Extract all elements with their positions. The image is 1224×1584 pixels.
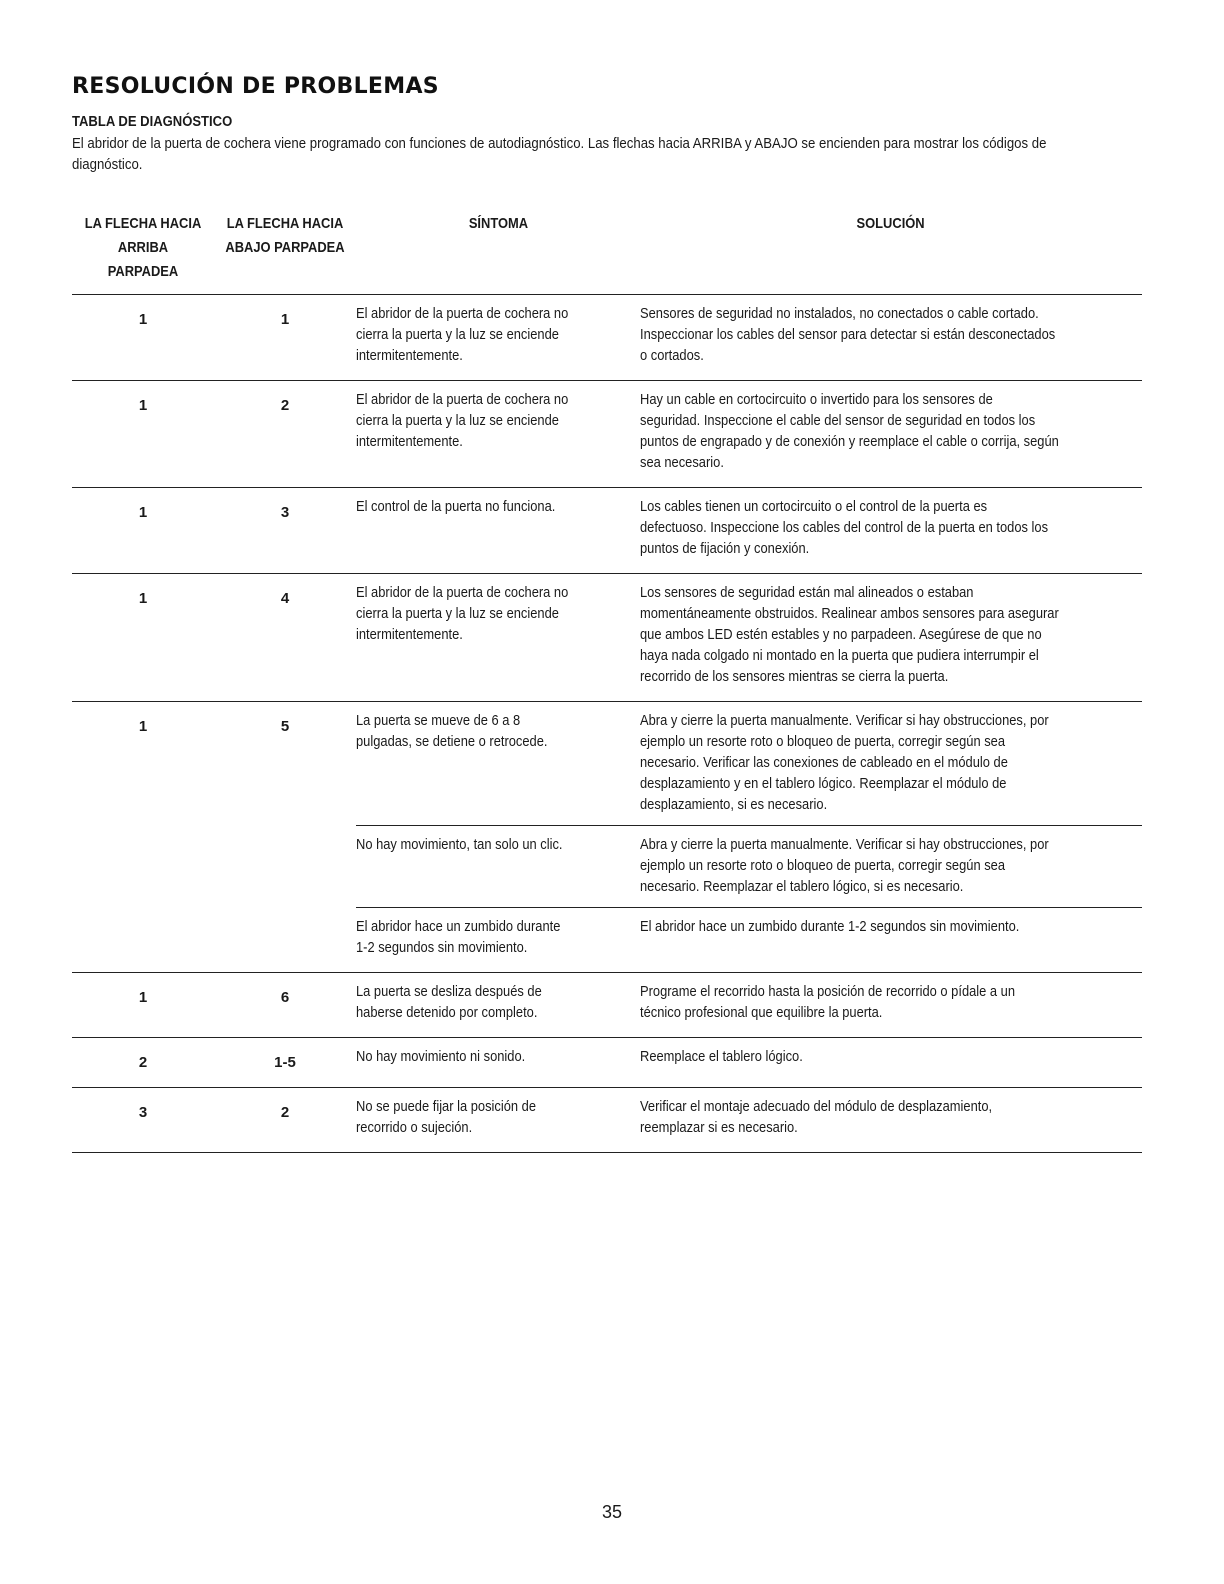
down-arrow-count: 1 <box>214 295 356 381</box>
text-line: Verificar el montaje adecuado del módulo de desplazamiento, <box>640 1098 993 1115</box>
text-line: No hay movimiento, tan solo un clic. <box>356 836 563 853</box>
down-arrow-count: 3 <box>214 488 356 574</box>
up-arrow-count: 2 <box>72 1038 214 1088</box>
header-up-arrow: LA FLECHA HACIA ARRIBA PARPADEA <box>72 212 214 295</box>
text-line: pulgadas, se detiene o retrocede. <box>356 733 548 750</box>
text-line: haberse detenido por completo. <box>356 1004 538 1021</box>
text-line: Hay un cable en cortocircuito o invertido para los sensores de <box>640 391 993 408</box>
up-arrow-count: 1 <box>72 488 214 574</box>
text-line: recorrido de los sensores mientras se cierra la puerta. <box>640 668 949 685</box>
text-line: seguridad. Inspeccione el cable del sensor de seguridad en todos los <box>640 412 1036 429</box>
table-header-row <box>72 212 1142 295</box>
text-line: No hay movimiento ni sonido. <box>356 1048 526 1065</box>
text-line: Abra y cierre la puerta manualmente. Verificar si hay obstrucciones, por <box>640 712 1049 729</box>
text-line: momentáneamente obstruidos. Realinear ambos sensores para asegurar <box>640 605 1059 622</box>
text-line: 1-2 segundos sin movimiento. <box>356 939 528 956</box>
solution-cell <box>640 973 1142 1038</box>
text-line: cierra la puerta y la luz se enciende <box>356 605 559 622</box>
text-line: Los cables tienen un cortocircuito o el control de la puerta es <box>640 498 988 515</box>
symptom-cell <box>356 295 640 381</box>
text-line: defectuoso. Inspeccione los cables del control de la puerta en todos los <box>640 519 1049 536</box>
table-row <box>72 574 1142 702</box>
diagnostic-table <box>72 212 1142 1153</box>
text-line: necesario. Verificar las conexiones de cableado en el módulo de <box>640 754 1008 771</box>
text-line: reemplazar si es necesario. <box>640 1119 798 1136</box>
table-body <box>72 295 1142 1153</box>
up-arrow-count: 1 <box>72 381 214 488</box>
down-arrow-count: 2 <box>214 381 356 488</box>
up-arrow-count: 1 <box>72 702 214 973</box>
solution-cell <box>640 908 1142 973</box>
table-row <box>72 381 1142 488</box>
text-line: Abra y cierre la puerta manualmente. Verificar si hay obstrucciones, por <box>640 836 1049 853</box>
text-line: recorrido o sujeción. <box>356 1119 473 1136</box>
down-arrow-count: 5 <box>214 702 356 973</box>
header-down-arrow: LA FLECHA HACIA ABAJO PARPADEA <box>214 212 356 295</box>
text-line: El control de la puerta no funciona. <box>356 498 556 515</box>
up-arrow-count: 3 <box>72 1088 214 1153</box>
text-line: intermitentemente. <box>356 433 463 450</box>
text-line: ejemplo un resorte roto o bloqueo de puerta, corregir según sea <box>640 857 1006 874</box>
symptom-cell <box>356 1038 640 1088</box>
up-arrow-count: 1 <box>72 295 214 381</box>
solution-cell <box>640 702 1142 826</box>
text-line: El abridor hace un zumbido durante <box>356 918 561 935</box>
text-line: El abridor de la puerta de cochera no <box>356 584 569 601</box>
text-line: No se puede fijar la posición de <box>356 1098 536 1115</box>
text-line: Reemplace el tablero lógico. <box>640 1048 803 1065</box>
solution-cell <box>640 826 1142 908</box>
text-line: técnico profesional que equilibre la puerta. <box>640 1004 883 1021</box>
text-line: El abridor de la puerta de cochera no <box>356 391 569 408</box>
symptom-cell <box>356 1088 640 1153</box>
down-arrow-count: 2 <box>214 1088 356 1153</box>
text-line: La puerta se desliza después de <box>356 983 542 1000</box>
text-line: necesario. Reemplazar el tablero lógico, si es necesario. <box>640 878 964 895</box>
page-number: 35 <box>601 1502 623 1522</box>
down-arrow-count: 4 <box>214 574 356 702</box>
symptom-cell <box>356 826 640 908</box>
solution-cell <box>640 295 1142 381</box>
solution-cell <box>640 381 1142 488</box>
text-line: Los sensores de seguridad están mal alineados o estaban <box>640 584 974 601</box>
text-line: Inspeccionar los cables del sensor para detectar si están desconectados <box>640 326 1056 343</box>
page-title: RESOLUCIÓN DE PROBLEMAS <box>72 74 439 99</box>
text-line: que ambos LED estén estables y no parpadeen. Asegúrese de que no <box>640 626 1042 643</box>
text-line: intermitentemente. <box>356 626 463 643</box>
text-line: puntos de engrapado y de conexión y reemplace el cable o corrija, según <box>640 433 1059 450</box>
symptom-cell <box>356 488 640 574</box>
text-line: puntos de fijación y conexión. <box>640 540 810 557</box>
solution-cell <box>640 1088 1142 1153</box>
text-line: La puerta se mueve de 6 a 8 <box>356 712 521 729</box>
text-line: intermitentemente. <box>356 347 463 364</box>
symptom-cell <box>356 973 640 1038</box>
up-arrow-count: 1 <box>72 574 214 702</box>
table-row <box>72 1088 1142 1153</box>
down-arrow-count: 1-5 <box>214 1038 356 1088</box>
text-line: desplazamiento y en el tablero lógico. Reemplazar el módulo de <box>640 775 1007 792</box>
table-row <box>72 1038 1142 1088</box>
intro-paragraph: El abridor de la puerta de cochera viene programado con funciones de autodiagnóstico. Las flechas hacia ARRIBA y ABAJO se encienden para mostrar los códigos de diagnóstico. <box>72 135 1047 173</box>
table-row <box>72 973 1142 1038</box>
table-row <box>72 488 1142 574</box>
solution-cell <box>640 488 1142 574</box>
table-row <box>72 295 1142 381</box>
text-line: desplazamiento, si es necesario. <box>640 796 828 813</box>
table-row <box>72 702 1142 826</box>
header-symptom: SÍNTOMA <box>356 212 640 295</box>
symptom-cell <box>356 381 640 488</box>
text-line: sea necesario. <box>640 454 724 471</box>
text-line: haya nada colgado ni montado en la puerta que pudiera interrumpir el <box>640 647 1039 664</box>
text-line: cierra la puerta y la luz se enciende <box>356 326 559 343</box>
down-arrow-count: 6 <box>214 973 356 1038</box>
up-arrow-count: 1 <box>72 973 214 1038</box>
solution-cell <box>640 1038 1142 1088</box>
text-line: cierra la puerta y la luz se enciende <box>356 412 559 429</box>
text-line: El abridor hace un zumbido durante 1-2 segundos sin movimiento. <box>640 918 1020 935</box>
section-title: TABLA DE DIAGNÓSTICO <box>72 114 233 130</box>
symptom-cell <box>356 908 640 973</box>
header-solution: SOLUCIÓN <box>640 212 1142 295</box>
text-line: ejemplo un resorte roto o bloqueo de puerta, corregir según sea <box>640 733 1006 750</box>
text-line: o cortados. <box>640 347 704 364</box>
text-line: Sensores de seguridad no instalados, no conectados o cable cortado. <box>640 305 1039 322</box>
symptom-cell <box>356 702 640 826</box>
text-line: Programe el recorrido hasta la posición de recorrido o pídale a un <box>640 983 1016 1000</box>
solution-cell <box>640 574 1142 702</box>
symptom-cell <box>356 574 640 702</box>
text-line: El abridor de la puerta de cochera no <box>356 305 569 322</box>
